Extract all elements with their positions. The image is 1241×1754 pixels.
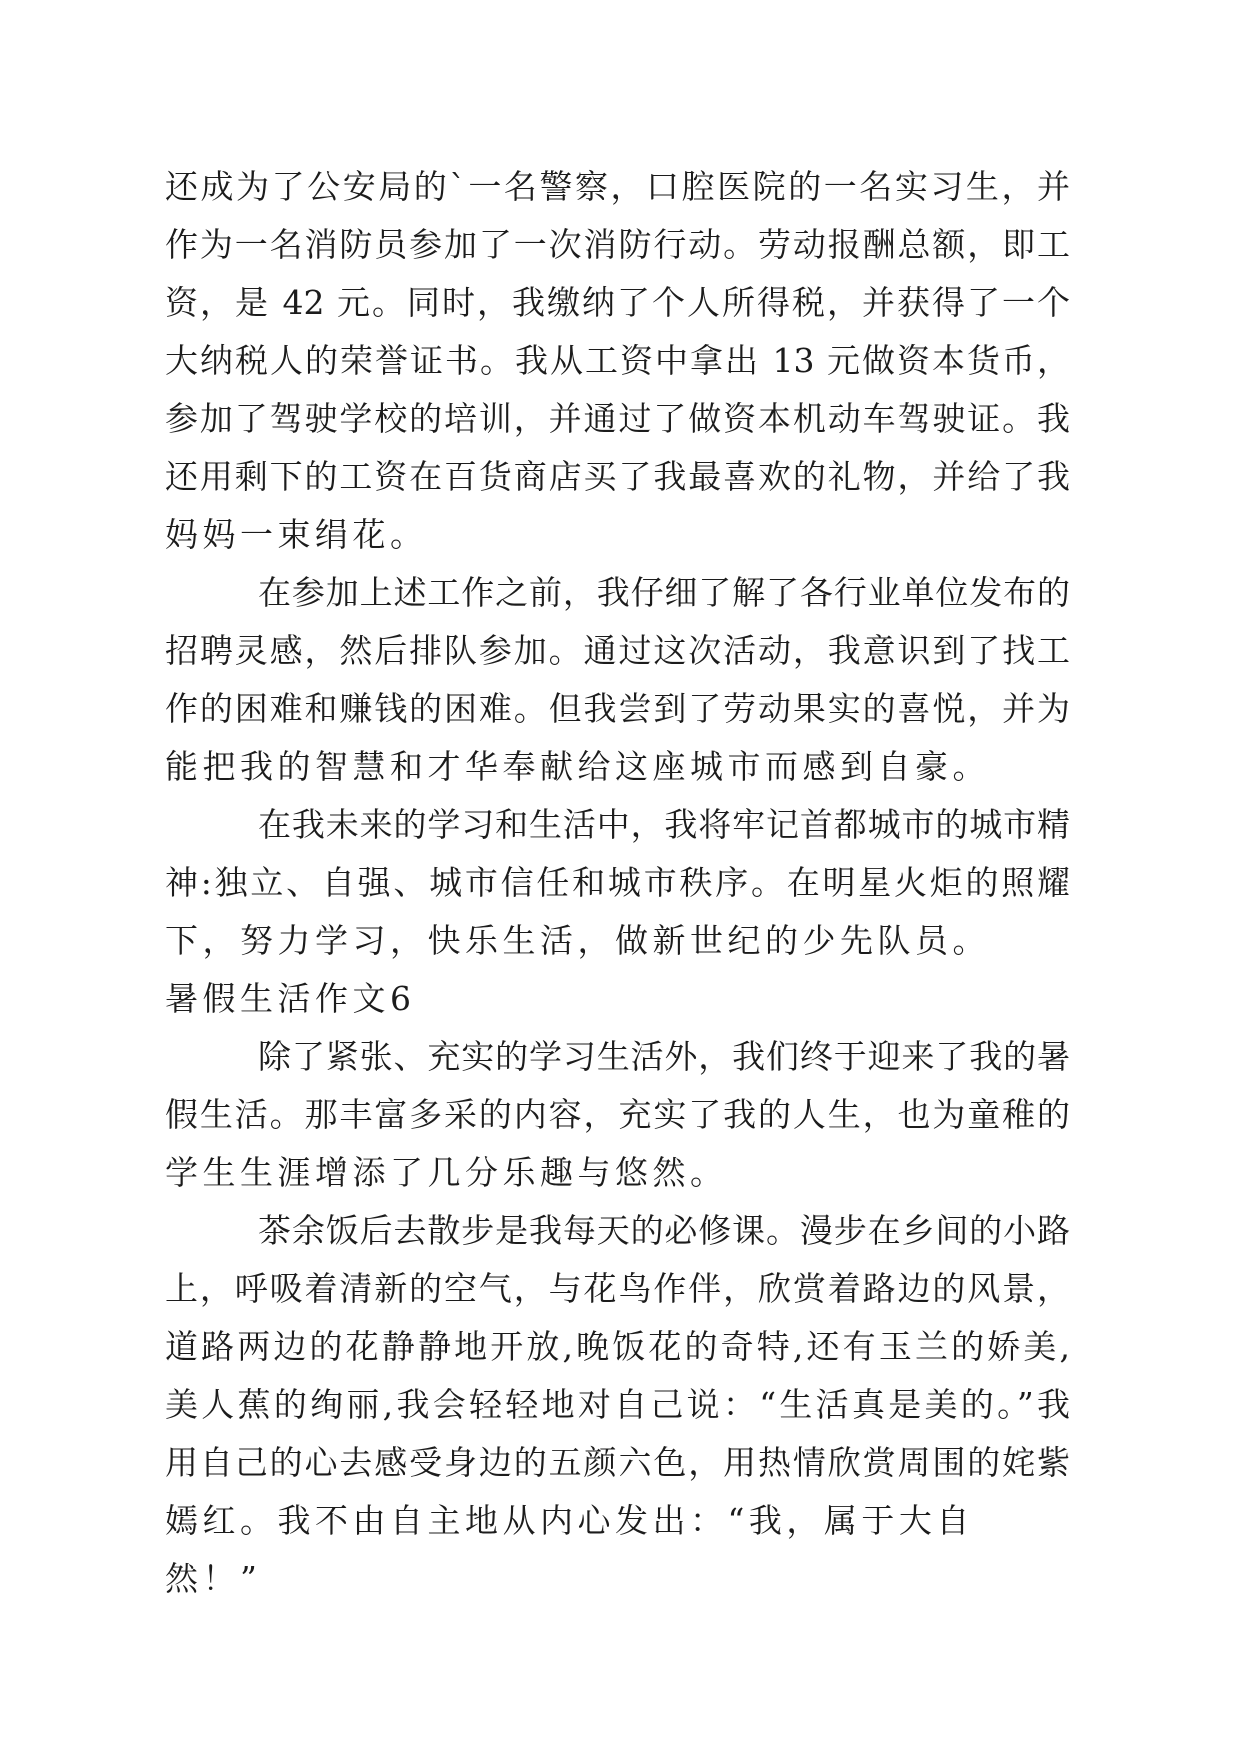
- text-line: 茶余饭后去散步是我每天的必修课。漫步在乡间的小路: [258, 1211, 1070, 1250]
- essay-text-block: [165, 158, 1070, 1608]
- text-line: 学生生涯增添了几分乐趣与悠然。: [165, 1153, 728, 1192]
- section-heading: 暑假生活作文6: [165, 979, 416, 1018]
- text-line: 大纳税人的荣誉证书。我从工资中拿出 13 元做资本货币，: [165, 341, 1070, 380]
- text-line: 作为一名消防员参加了一次消防行动。劳动报酬总额，即工: [165, 225, 1070, 264]
- text-line: 招聘灵感，然后排队参加。通过这次活动，我意识到了找工: [165, 631, 1070, 670]
- text-line: 还成为了公安局的`一名警察，口腔医院的一名实习生，并: [165, 167, 1070, 206]
- text-line: 参加了驾驶学校的培训，并通过了做资本机动车驾驶证。我: [165, 399, 1070, 438]
- text-line: 假生活。那丰富多采的内容，充实了我的人生，也为童稚的: [165, 1095, 1070, 1134]
- text-line: 在参加上述工作之前，我仔细了解了各行业单位发布的: [258, 573, 1070, 612]
- text-line: 上，呼吸着清新的空气，与花鸟作伴，欣赏着路边的风景，: [165, 1269, 1070, 1308]
- text-line: 妈妈一束绢花。: [165, 515, 428, 554]
- text-line: 还用剩下的工资在百货商店买了我最喜欢的礼物，并给了我: [165, 457, 1070, 496]
- text-line: 下，努力学习，快乐生活，做新世纪的少先队员。: [165, 921, 990, 960]
- text-line: 资，是 42 元。同时，我缴纳了个人所得税，并获得了一个: [165, 283, 1070, 322]
- text-line: 嫣红。我不由自主地从内心发出：“我，属于大自然！”: [165, 1501, 974, 1598]
- text-line: 能把我的智慧和才华奉献给这座城市而感到自豪。: [165, 747, 990, 786]
- text-line: 用自己的心去感受身边的五颜六色，用热情欣赏周围的姹紫: [165, 1443, 1070, 1482]
- text-line: 除了紧张、充实的学习生活外，我们终于迎来了我的暑: [258, 1037, 1070, 1076]
- text-line: 道路两边的花静静地开放,晚饭花的奇特,还有玉兰的娇美,: [165, 1327, 1070, 1366]
- text-line: 在我未来的学习和生活中，我将牢记首都城市的城市精: [258, 805, 1070, 844]
- text-line: 神:独立、自强、城市信任和城市秩序。在明星火炬的照耀: [165, 863, 1070, 902]
- text-line: 作的困难和赚钱的困难。但我尝到了劳动果实的喜悦，并为: [165, 689, 1070, 728]
- text-line: 美人蕉的绚丽,我会轻轻地对自己说：“生活真是美的。”我: [165, 1385, 1070, 1424]
